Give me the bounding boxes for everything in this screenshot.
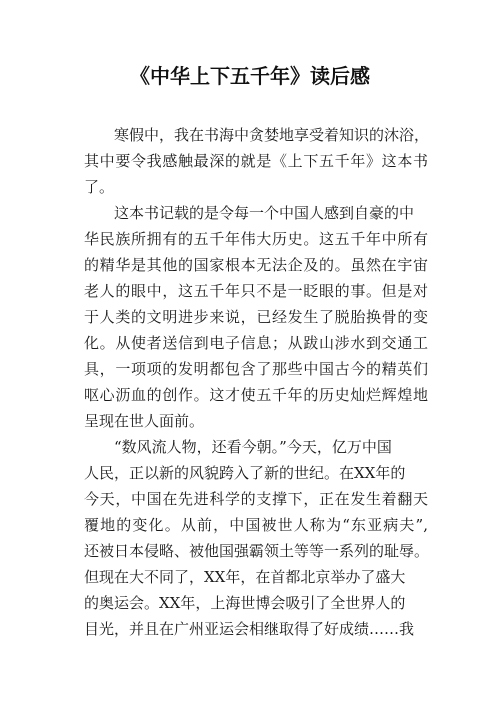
text-line: 其中要令我感触最深的就是《上下五千年》这本书 [84, 152, 428, 170]
text-line: 还被日本侵略、被他国强霸领土等等一系列的耻辱。 [84, 542, 430, 560]
document-title: 《中华上下五千年》读后感 [130, 64, 370, 88]
text-line: 老人的眼中，这五千年只不是一眨眼的事。但是对 [84, 282, 428, 300]
text-line: 的奥运会。XX年，上海世博会吸引了全世界人的 [84, 594, 406, 612]
text-line: 华民族所拥有的五千年伟大历史。这五千年中所有 [84, 230, 428, 248]
text-line: 呕心沥血的创作。这才使五千年的历史灿烂辉煌地 [84, 386, 428, 404]
text-line: 具，一项项的发明都包含了那些中国古今的精英们 [84, 360, 428, 378]
text-line: 但现在大不同了，XX年，在首都北京举办了盛大 [84, 568, 406, 586]
text-line: 于人类的文明进步来说，已经发生了脱胎换骨的变 [84, 308, 428, 326]
text-line: 覆地的变化。从前，中国被世人称为“东亚病夫”, [84, 516, 428, 534]
text-line: 化。从使者送信到电子信息；从跋山涉水到交通工 [84, 334, 428, 352]
paragraph-1 [84, 122, 428, 200]
text-line: 了。 [84, 178, 115, 196]
text-line: 今天，中国在先进科学的支撑下，正在发生着翻天 [84, 490, 428, 508]
paragraph-2 [84, 200, 428, 434]
text-line: 寒假中，我在书海中贪婪地享受着知识的沐浴， [114, 126, 430, 144]
text-line: 呈现在世人面前。 [84, 412, 205, 430]
text-line: 这本书记载的是令每一个中国人感到自豪的中 [114, 204, 415, 222]
text-line: 人民，正以新的风貌跨入了新的世纪。在XX年的 [84, 464, 406, 482]
text-line: “数风流人物，还看今朝。”今天，亿万中国 [114, 438, 392, 456]
text-line: 目光，并且在广州亚运会相继取得了好成绩……我 [84, 620, 415, 638]
text-line: 的精华是其他的国家根本无法企及的。虽然在宇宙 [84, 256, 428, 274]
paragraph-3 [84, 434, 428, 642]
document-body [84, 122, 428, 642]
